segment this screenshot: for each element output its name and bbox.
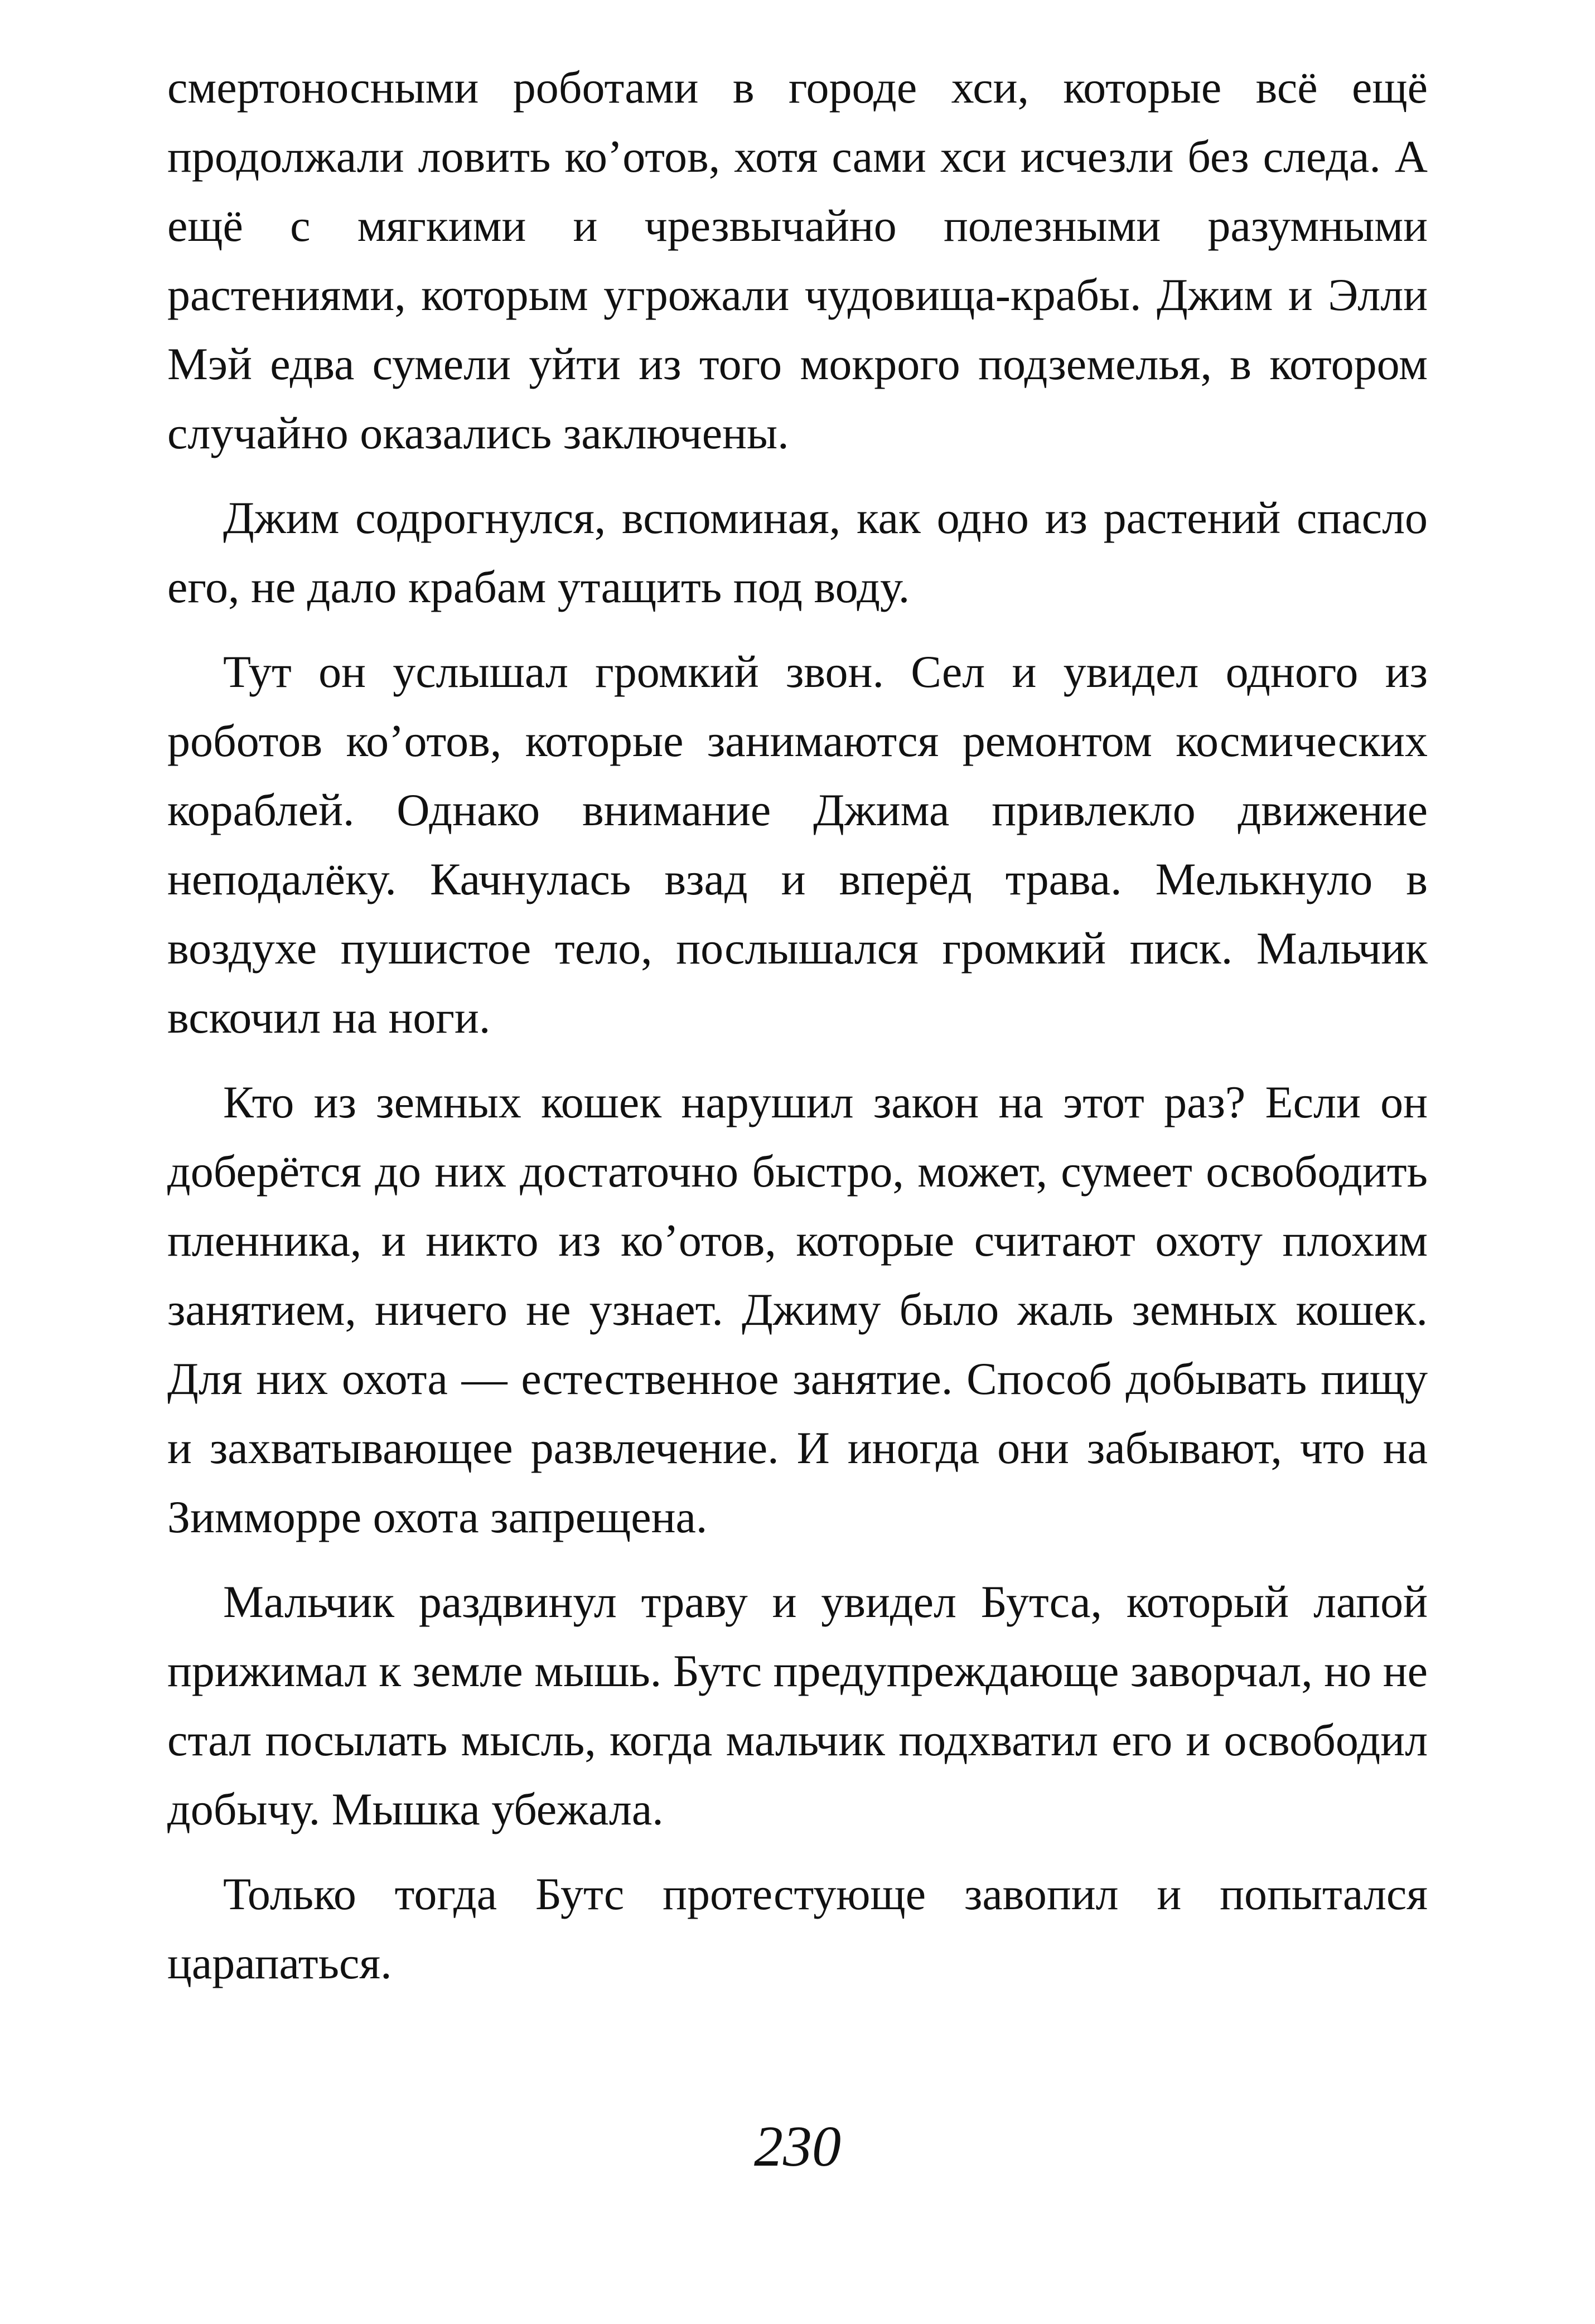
paragraph-1: смертоносными роботами в городе хси, которые всё ещё продолжали ловить ко’отов, хотя сами хси исчезли без следа. А ещё с мягкими и чрезвычайно полезными разумными растениями, которым угрожали чудовища-крабы. Джим и Элли Мэй едва сумели уйти из того мокрого подземелья, в котором случайно оказались заключены. — [167, 62, 1428, 458]
paragraph-5: Мальчик раздвинул траву и увидел Бутса, который лапой прижимал к земле мышь. Бутс предупреждающе заворчал, но не стал посылать мысль, когда мальчик подхватил его и освободил добычу. Мышка убежала. — [167, 1576, 1428, 1834]
page-number: 230 — [754, 2114, 841, 2178]
paragraph-4: Кто из земных кошек нарушил закон на этот раз? Если он доберётся до них достаточно быстро, может, сумеет освободить пленника, и никто из ко’отов, которые считают охоту плохим занятием, ничего не узнает. Джиму было жаль земных кошек. Для них охота — естественное занятие. Способ добывать пищу и захватывающее развлечение. И иногда они забывают, что на Зимморре охота запрещена. — [167, 1077, 1428, 1542]
paragraph-3: Тут он услышал громкий звон. Сел и увидел одного из роботов ко’отов, которые занимаются ремонтом космических кораблей. Однако внимание Джима привлекло движение неподалёку. Качнулась взад и вперёд трава. Мелькнуло в воздухе пушистое тело, послышался громкий писк. Мальчик вскочил на ноги. — [167, 646, 1428, 1043]
paragraph-2: Джим содрогнулся, вспоминая, как одно из растений спасло его, не дало крабам утащить под воду. — [167, 492, 1428, 612]
paragraph-6: Только тогда Бутс протестующе завопил и попытался царапаться. — [167, 1868, 1428, 1988]
body-text — [167, 53, 1428, 2013]
